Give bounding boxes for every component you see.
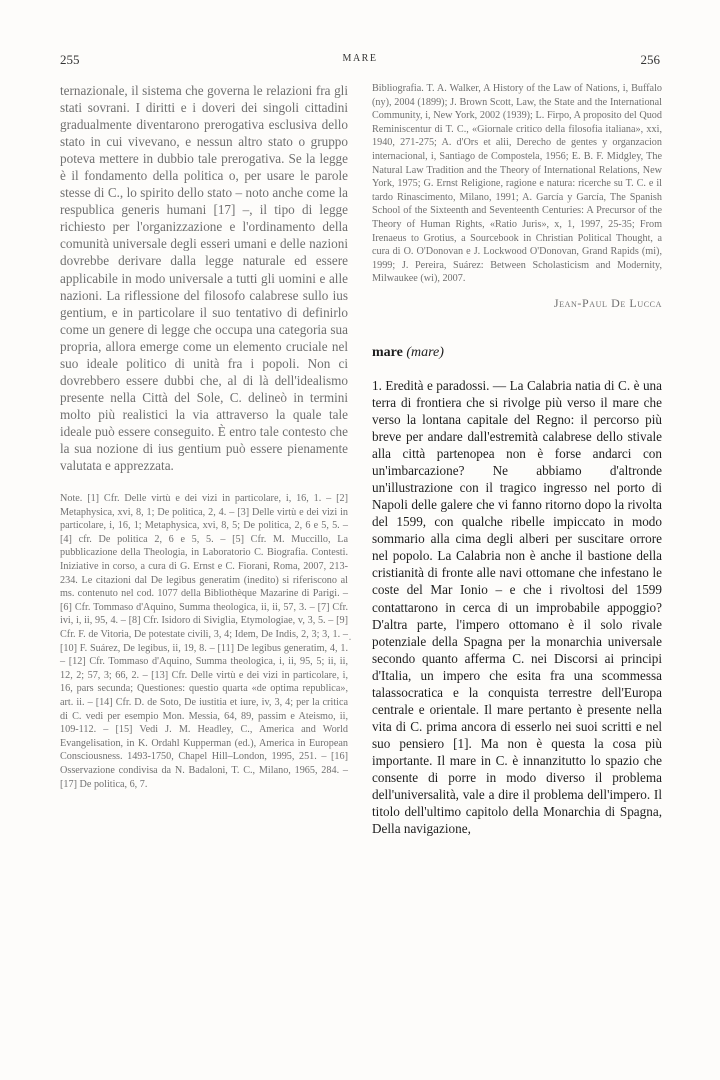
running-header bbox=[60, 52, 660, 72]
margin-mark: · bbox=[348, 632, 352, 646]
left-body-text: ternazionale, il sistema che governa le relazioni fra gli stati sovrani. I diritti e i doveri dei singoli cittadini gradualmente diventarono prerogativa esclusiva dello stato in cui vivevano, e nessun altro stato o gruppo poteva mettere in dubbio tale prerogativa. Se la legge è il fondamento della politica o, per usare le parole stesse di C., lo spirito dello stato – noto anche come la respublica generis humani [17] –, il tipo di legge richiesto per l'organizzazione e l'ordinamento della comunità universale degli esseri umani e delle nazioni dovrebbe derivare dalla legge naturale ed essere applicabile in modo universale a tutti gli uomini e alle nazioni. La riflessione del filosofo calabrese sullo ius gentium, e in particolare il suo tentativo di definirlo come un genere di legge che occupa una categoria sua propria, allora emerge come un elemento cruciale nel suo ideale politico di unità fra i popoli. Non ci dovrebbero essere dubbi che, al di là dell'idealismo presente nella Città del Sole, C. delineò in termini molto più realistici la via attraverso la quale tale ideale può essere conseguito. È entro tale contesto che la sua nozione di ius gentium può essere pienamente valutata e apprezzata. bbox=[60, 83, 348, 474]
page-number-left: 255 bbox=[60, 52, 80, 67]
entry-heading bbox=[372, 345, 662, 361]
entry-body-text: 1. Eredità e paradossi. — La Calabria natia di C. è una terra di frontiera che si rivolge più verso il mare che verso la lontana capitale del Regno: il percorso più breve per andare dall'estremità calabrese dello stivale alla città partenopea non è forse andarci con un'imbarcazione? Ne abbiamo d'altronde un'illustrazione con il tragico ingresso nel porto di Napoli delle galere che vi fanno ritorno dopo la rivolta del 1599, con qualche ribelle impiccato in modo sommario alla cima degli alberi per suscitare orrore nel popolo. La Calabria non è anche il bastione della cristianità di fronte alle navi ottomane che infestano le coste del Mar Ionio – e che i rivoltosi del 1599 contattarono in cerca di un improbabile appoggio? D'altra parte, l'impero ottomano è il solo rivale potenziale della Spagna per la monarchia universale secondo quanto afferma C. nei Discorsi ai principi d'Italia, un impero che esita fra una scommessa talassocratica e la conquista terrestre dell'Europa centrale e orientale. Il mare pertanto è presente nella vita di C. prima ancora di esserlo nei suoi scritti e nel suo pensiero [1]. Ma non è questa la cosa più importante. Il mare in C. è innanzitutto lo spazio che consente di porre in modo diverso il problema dell'universalità, vale a dire il problema dell'impero. Il titolo dell'ultimo capitolo della Monarchia di Spagna, Della navigazione, bbox=[372, 377, 662, 837]
footnotes: Note. [1] Cfr. Delle virtù e dei vizi in particolare, i, 16, 1. – [2] Metaphysica, xvi, 8, 1; De politica, 2, 4. – [3] Delle virtù e dei vizi in particolare, i, 16, 1; Metaphysica, xvi, 8, 5; De politica, 2, 6 e 5, 5. – [4] cfr. De politica 2, 6 e 5, 5. – [5] Cfr. M. Muccillo, La pubblicazione della Theologia, in Laboratorio C. Biografia. Contesti. Iniziative in corso, a cura di G. Ernst e C. Fiorani, Roma, 2007, 213-234. Le citazioni dal De legibus generatim (inedito) si riferiscono al ms. contenuto nel cod. 1077 della Bibliothèque Mazarine di Parigi. – [6] Cfr. Tommaso d'Aquino, Summa theologica, ii, ii, 57, 3. – [7] Cfr. ivi, i, ii, 95, 4. – [8] Cfr. Isidoro di Siviglia, Etymologiae, v, 3, 5. – [9] Cfr. F. de Vitoria, De potestate civili, 3, 4; Idem, De Indis, 2, 3; 3, 1. – [10] F. Suárez, De legibus, ii, 19, 8. – [11] De legibus generatim, 4, 1. – [12] Cfr. Tommaso d'Aquino, Summa theologica, i, ii, 95, 5; ii, ii, 12, 2; 57, 3; 66, 2. – [13] Cfr. Delle virtù e dei vizi in particolare, i, 16, pars secunda; Questiones: questio quarta «de optima republica», art. ii. – [14] Cfr. D. de Soto, De iustitia et iure, iv, 3, 4; per la critica di C. vedi per esempio Mon. Messia, 64, 89, passim e Ateismo, ii, 109-112. – [15] Vedi J. M. Headley, C., America and World Evangelisation, in K. Ordahl Kupperman (ed.), America in European Consciousness. 1493-1750, Chapel Hill–London, 1995, 251. – [16] Osservazione condivisa da N. Badaloni, T. C., Milano, 1965, 284. – [17] De politica, 6, 7. bbox=[60, 493, 348, 790]
author-signature: Jean-Paul De Lucca bbox=[553, 295, 662, 310]
entry-word: mare bbox=[372, 344, 403, 360]
left-column bbox=[60, 82, 348, 791]
bibliography: Bibliografia. T. A. Walker, A History of the Law of Nations, i, Buffalo (ny), 2004 (1899); J. Brown Scott, Law, the State and the International Community, i, New York, 2002 (1939); L. Firpo, A proposito del Quod Reminiscentur di T. C., «Giornale critico della filosofia italiana», xxi, 1940, 271-275; A. d'Ors et alii, Derecho de gentes y organzacion internacional, i, Santiago de Compostela, 1956; E. B. F. Midgley, The Natural Law Tradition and the Theory of International Relations, New York, 1975; G. Ernst Religione, ragione e natura: ricerche su T. C. e il tardo Rinascimento, Milano, 1991; A. García y García, The Spanish School of the Sixteenth and Seventeenth Centuries: A Precursor of the Theory of Human Rights, «Ratio Juris», x, 1, 1997, 25-35; From Irenaeus to Grotius, a Sourcebook in Christian Political Thought, a cura di O. O'Donovan e J. Lockwood O'Donovan, Grand Rapids (mi), 1999; J. Pereira, Suárez: Between Scholasticism and Modernity, Milwaukee (wi), 2007. bbox=[372, 83, 662, 285]
entry-variant: (mare) bbox=[406, 344, 444, 360]
right-column bbox=[372, 82, 662, 837]
running-title: MARE bbox=[342, 53, 378, 64]
page-number-right: 256 bbox=[640, 52, 660, 67]
